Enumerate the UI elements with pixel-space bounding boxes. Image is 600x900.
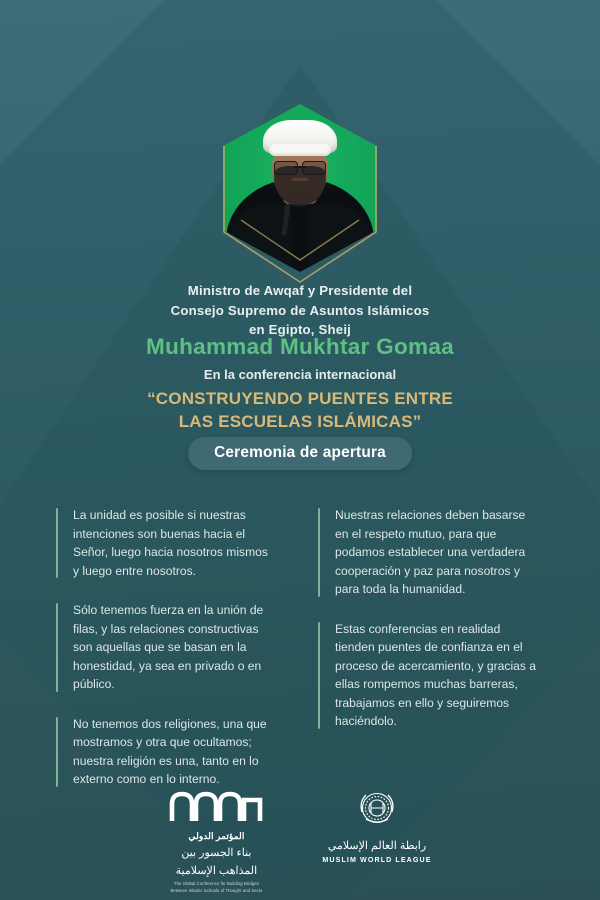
portrait-lens-left [274, 161, 298, 175]
event-title-line-2: LAS ESCUELAS ISLÁMICAS” [178, 412, 422, 432]
speaker-role-line-1: Ministro de Awqaf y Presidente del [187, 283, 413, 298]
event-title [0, 387, 600, 434]
quote-accent-bar [56, 603, 58, 692]
quote-accent-bar [318, 508, 320, 597]
event-title-line-1: “CONSTRUYENDO PUENTES ENTRE [147, 389, 453, 408]
conference-logo-arabic-line-1: بناء الجسور بين [181, 847, 252, 860]
bridge-arches-icon [168, 790, 264, 822]
speaker-portrait [223, 104, 377, 272]
quote-text: No tenemos dos religiones, una que mostramos y otra que ocultamos; nuestra religión es una, tanto en lo externo como en lo interno. [73, 716, 267, 786]
speaker-role-line-2: Consejo Supremo de Asuntos Islámicos [170, 302, 430, 318]
conference-logo-english-line-1: The Global Conference for Building Bridges [173, 880, 259, 886]
portrait-glasses-bridge [294, 166, 306, 168]
quotes-column-right [318, 506, 536, 789]
session-badge: Ceremonia de apertura [188, 437, 412, 470]
conference-logo-arabic-line-2: المذاهب الإسلامية [175, 865, 258, 878]
portrait-glasses [271, 161, 329, 173]
quote-accent-bar [318, 622, 320, 729]
quote-item [318, 506, 536, 599]
speaker-name: Muhammad Mukhtar Gomaa [146, 334, 454, 359]
portrait-lens-right [302, 161, 326, 175]
quotes-section [56, 506, 552, 789]
quote-accent-bar [56, 508, 58, 578]
quote-text: La unidad es posible si nuestras intenciones son buenas hacia el Señor, luego hacia nosotros mismos y luego entre nosotros. [73, 508, 268, 578]
mwl-logo [322, 790, 431, 864]
quote-item [318, 620, 536, 731]
mwl-logo-english: MUSLIM WORLD LEAGUE [322, 856, 432, 865]
quotes-column-left [56, 506, 274, 789]
quote-text: Estas conferencias en realidad tienden puentes de confianza en el proceso de acercamiento, y gracias a ellas rompemos muchas barreras, trabajamos en ello y seguiremos haciéndolo. [335, 621, 536, 728]
conference-logo [168, 790, 264, 894]
portrait-mouth [292, 178, 308, 181]
portrait-hexagon-photo [223, 104, 377, 272]
quote-item [56, 715, 274, 789]
speaker-role-line-3: en Egipto, Sheij [248, 322, 352, 338]
conference-label: En la conferencia internacional [203, 367, 397, 382]
quote-text: Nuestras relaciones deben basarse en el respeto mutuo, para que podamos establecer una verdadera cooperación y paz para nosotros y para toda la humanidad. [335, 508, 526, 596]
portrait-turban-band [269, 144, 331, 156]
quote-text: Sólo tenemos fuerza en la unión de filas, y las relaciones constructivas son aquellas que se basan en la honestidad, ya sea en privado o en público. [73, 603, 264, 691]
logo-bar [0, 790, 600, 894]
quote-item [56, 506, 274, 580]
mwl-emblem-icon [353, 790, 401, 830]
quote-accent-bar [56, 717, 58, 787]
speaker-role [0, 281, 600, 340]
conference-logo-english-line-2: Between Islamic Schools of Thought and Sects [170, 888, 263, 894]
conference-logo-arabic-top: المؤتمر الدولي [188, 831, 245, 841]
quote-item [56, 601, 274, 694]
mwl-logo-arabic: رابطة العالم الإسلامي [327, 840, 427, 852]
